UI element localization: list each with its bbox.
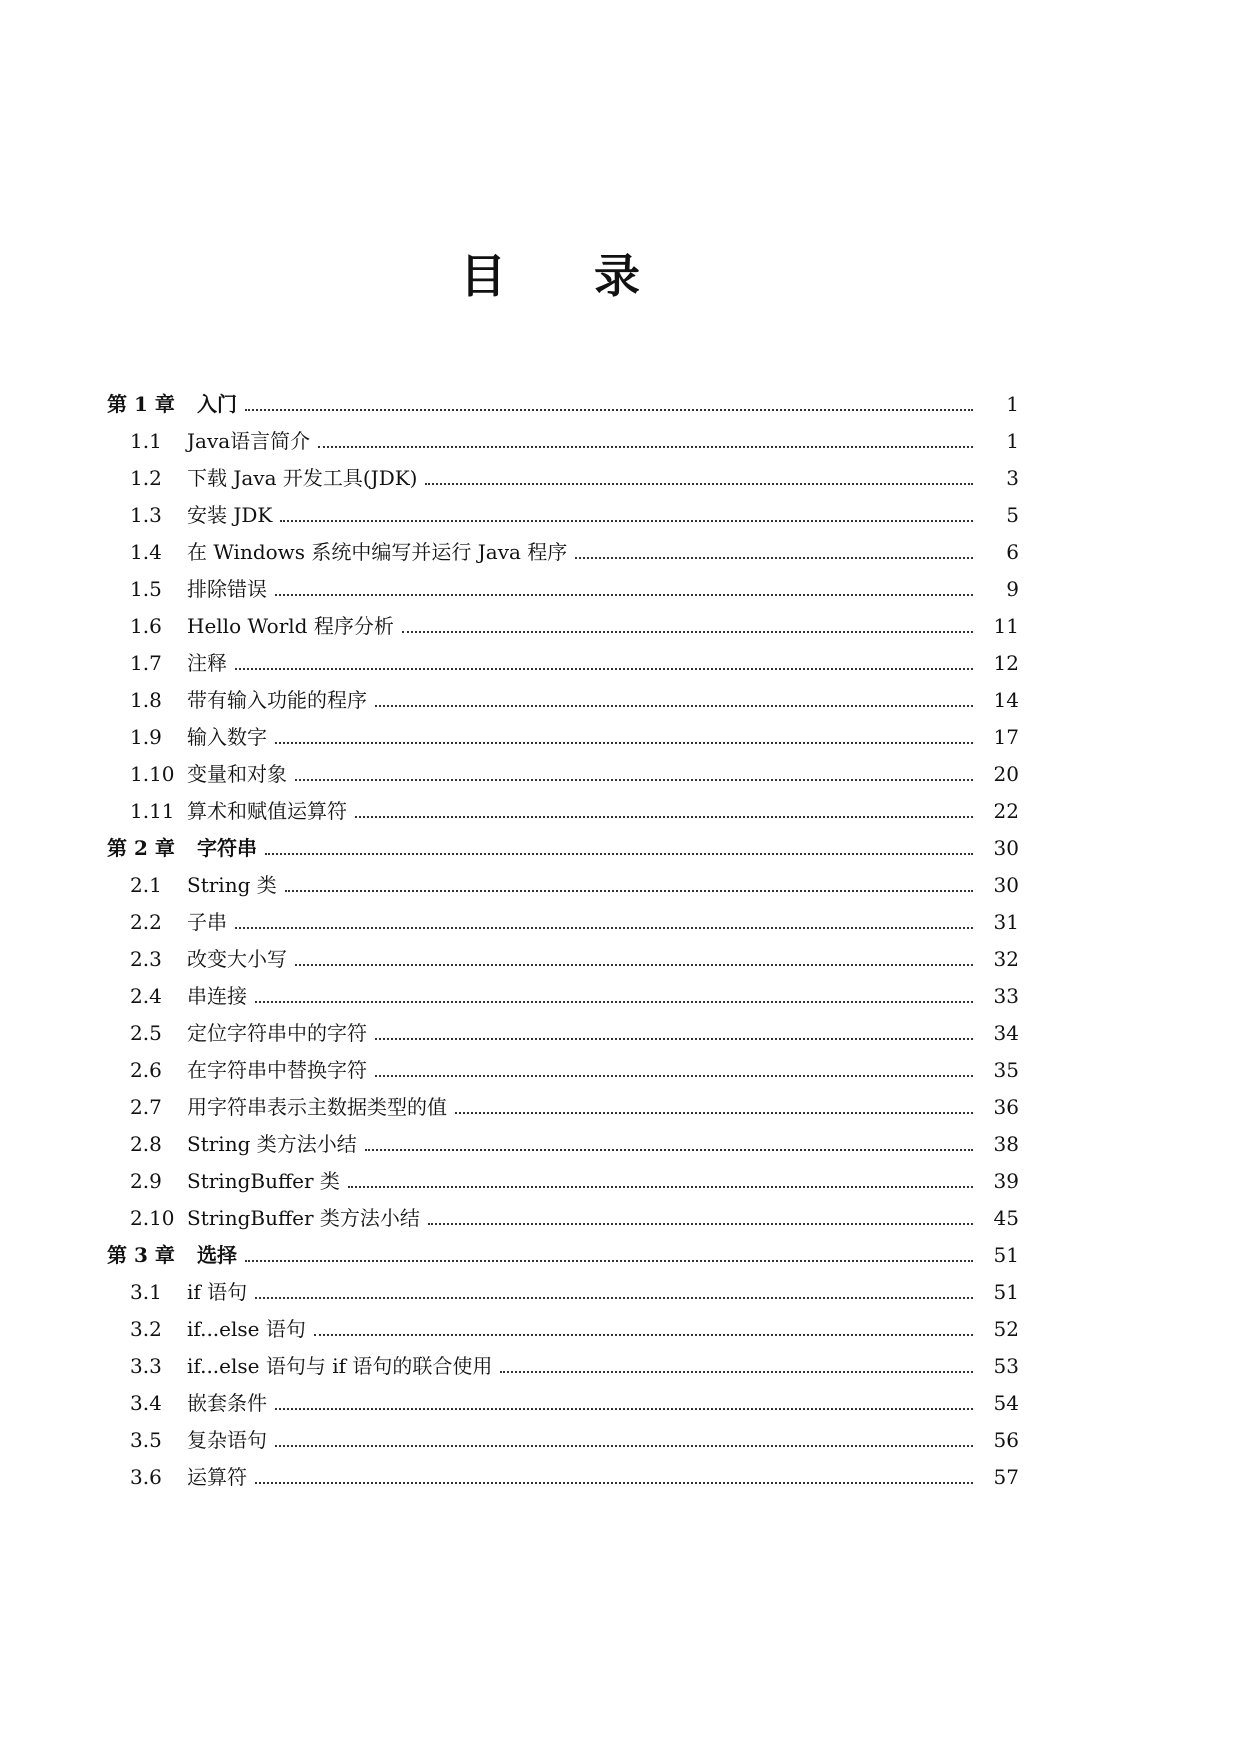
entry-number: 第 2 章 — [107, 836, 175, 860]
entry-title: 安装 JDK — [187, 503, 273, 527]
dot-leader — [265, 853, 973, 855]
entry-number: 第 3 章 — [107, 1243, 175, 1267]
toc-section-entry — [107, 721, 1019, 758]
entry-page-number: 30 — [993, 836, 1019, 860]
toc-section-entry — [107, 536, 1019, 573]
toc-section-entry — [107, 980, 1019, 1017]
dot-leader — [575, 557, 973, 559]
entry-title: String 类 — [187, 873, 277, 897]
entry-page-number: 20 — [993, 762, 1019, 786]
entry-page-number: 9 — [1006, 577, 1019, 601]
entry-number: 1.5 — [130, 577, 162, 601]
entry-page-number: 53 — [993, 1354, 1019, 1378]
entry-number: 1.1 — [130, 429, 162, 453]
dot-leader — [314, 1334, 973, 1336]
entry-page-number: 33 — [993, 984, 1019, 1008]
dot-leader — [255, 1482, 973, 1484]
entry-number: 1.8 — [130, 688, 162, 712]
entry-number: 1.4 — [130, 540, 162, 564]
toc-section-entry — [107, 573, 1019, 610]
entry-page-number: 57 — [993, 1465, 1019, 1489]
entry-page-number: 14 — [993, 688, 1019, 712]
entry-title: 改变大小写 — [187, 947, 287, 971]
title-char: 录 — [594, 249, 640, 303]
entry-number: 3.1 — [130, 1280, 162, 1304]
entry-number: 3.4 — [130, 1391, 162, 1415]
toc-section-entry — [107, 684, 1019, 721]
dot-leader — [275, 1408, 973, 1410]
entry-title: 嵌套条件 — [187, 1391, 267, 1415]
toc-section-entry — [107, 1313, 1019, 1350]
dot-leader — [365, 1149, 973, 1151]
page-title — [0, 240, 1100, 306]
entry-page-number: 34 — [993, 1021, 1019, 1045]
entry-page-number: 11 — [993, 614, 1019, 638]
entry-title: if...else 语句 — [187, 1317, 306, 1341]
entry-page-number: 51 — [993, 1243, 1019, 1267]
toc-section-entry — [107, 1165, 1019, 1202]
entry-title: 下载 Java 开发工具(JDK) — [187, 466, 418, 490]
entry-page-number: 17 — [993, 725, 1019, 749]
dot-leader — [375, 1075, 973, 1077]
dot-leader — [285, 890, 973, 892]
entry-page-number: 36 — [993, 1095, 1019, 1119]
entry-title: if...else 语句与 if 语句的联合使用 — [187, 1354, 493, 1378]
entry-number: 1.2 — [130, 466, 162, 490]
entry-number: 2.3 — [130, 947, 162, 971]
entry-title: 在字符串中替换字符 — [187, 1058, 367, 1082]
entry-number: 1.11 — [130, 799, 175, 823]
entry-page-number: 51 — [993, 1280, 1019, 1304]
entry-number: 1.6 — [130, 614, 162, 638]
dot-leader — [275, 594, 973, 596]
entry-number: 1.9 — [130, 725, 162, 749]
entry-title: 定位字符串中的字符 — [187, 1021, 367, 1045]
entry-title: 注释 — [187, 651, 227, 675]
entry-number: 第 1 章 — [107, 392, 175, 416]
toc-chapter-entry — [107, 832, 1019, 869]
entry-number: 1.3 — [130, 503, 162, 527]
table-of-contents — [107, 388, 1019, 1498]
dot-leader — [348, 1186, 973, 1188]
dot-leader — [235, 668, 973, 670]
toc-section-entry — [107, 758, 1019, 795]
entry-page-number: 32 — [993, 947, 1019, 971]
entry-page-number: 1 — [1006, 429, 1019, 453]
dot-leader — [455, 1112, 973, 1114]
dot-leader — [355, 816, 973, 818]
toc-section-entry — [107, 795, 1019, 832]
entry-title: 变量和对象 — [187, 762, 287, 786]
entry-number: 2.9 — [130, 1169, 162, 1193]
entry-page-number: 6 — [1006, 540, 1019, 564]
entry-title: 在 Windows 系统中编写并运行 Java 程序 — [187, 540, 568, 564]
entry-number: 2.10 — [130, 1206, 175, 1230]
entry-title: 字符串 — [197, 836, 257, 860]
dot-leader — [275, 742, 973, 744]
entry-number: 2.6 — [130, 1058, 162, 1082]
entry-title: 复杂语句 — [187, 1428, 267, 1452]
dot-leader — [375, 1038, 973, 1040]
dot-leader — [245, 409, 973, 411]
entry-number: 1.7 — [130, 651, 162, 675]
entry-page-number: 5 — [1006, 503, 1019, 527]
toc-section-entry — [107, 943, 1019, 980]
toc-section-entry — [107, 1276, 1019, 1313]
entry-number: 3.2 — [130, 1317, 162, 1341]
dot-leader — [255, 1001, 973, 1003]
dot-leader — [235, 927, 973, 929]
entry-page-number: 35 — [993, 1058, 1019, 1082]
dot-leader — [295, 964, 973, 966]
entry-page-number: 1 — [1006, 392, 1019, 416]
dot-leader — [428, 1223, 973, 1225]
entry-page-number: 56 — [993, 1428, 1019, 1452]
dot-leader — [500, 1371, 973, 1373]
toc-section-entry — [107, 1017, 1019, 1054]
toc-section-entry — [107, 1054, 1019, 1091]
toc-section-entry — [107, 425, 1019, 462]
entry-title: if 语句 — [187, 1280, 248, 1304]
dot-leader — [245, 1260, 973, 1262]
entry-page-number: 30 — [993, 873, 1019, 897]
entry-title: 入门 — [197, 392, 237, 416]
entry-page-number: 12 — [993, 651, 1019, 675]
entry-title: Java语言简介 — [187, 429, 311, 453]
entry-title: 带有输入功能的程序 — [187, 688, 367, 712]
entry-title: String 类方法小结 — [187, 1132, 357, 1156]
entry-title: StringBuffer 类方法小结 — [187, 1206, 420, 1230]
toc-section-entry — [107, 610, 1019, 647]
entry-title: 排除错误 — [187, 577, 267, 601]
entry-page-number: 3 — [1006, 466, 1019, 490]
toc-section-entry — [107, 462, 1019, 499]
toc-section-entry — [107, 1128, 1019, 1165]
entry-page-number: 31 — [993, 910, 1019, 934]
entry-title: 算术和赋值运算符 — [187, 799, 347, 823]
toc-chapter-entry — [107, 388, 1019, 425]
entry-page-number: 52 — [993, 1317, 1019, 1341]
entry-title: 输入数字 — [187, 725, 267, 749]
entry-number: 3.6 — [130, 1465, 162, 1489]
dot-leader — [318, 446, 973, 448]
dot-leader — [295, 779, 973, 781]
toc-section-entry — [107, 499, 1019, 536]
dot-leader — [402, 631, 973, 633]
entry-number: 2.1 — [130, 873, 162, 897]
entry-number: 2.5 — [130, 1021, 162, 1045]
dot-leader — [375, 705, 973, 707]
entry-title: Hello World 程序分析 — [187, 614, 394, 638]
entry-page-number: 22 — [993, 799, 1019, 823]
entry-number: 3.5 — [130, 1428, 162, 1452]
dot-leader — [280, 520, 973, 522]
entry-number: 2.8 — [130, 1132, 162, 1156]
toc-section-entry — [107, 1091, 1019, 1128]
entry-title: StringBuffer 类 — [187, 1169, 340, 1193]
dot-leader — [275, 1445, 973, 1447]
entry-title: 运算符 — [187, 1465, 247, 1489]
toc-section-entry — [107, 869, 1019, 906]
entry-page-number: 54 — [993, 1391, 1019, 1415]
entry-number: 2.2 — [130, 910, 162, 934]
dot-leader — [425, 483, 973, 485]
toc-section-entry — [107, 1350, 1019, 1387]
entry-page-number: 39 — [993, 1169, 1019, 1193]
toc-section-entry — [107, 1387, 1019, 1424]
entry-number: 2.4 — [130, 984, 162, 1008]
entry-title: 串连接 — [187, 984, 247, 1008]
title-char: 目 — [460, 249, 506, 303]
toc-section-entry — [107, 1424, 1019, 1461]
entry-title: 选择 — [197, 1243, 237, 1267]
toc-section-entry — [107, 647, 1019, 684]
entry-page-number: 38 — [993, 1132, 1019, 1156]
toc-section-entry — [107, 906, 1019, 943]
dot-leader — [255, 1297, 973, 1299]
entry-title: 子串 — [187, 910, 227, 934]
toc-section-entry — [107, 1202, 1019, 1239]
toc-section-entry — [107, 1461, 1019, 1498]
entry-page-number: 45 — [993, 1206, 1019, 1230]
toc-chapter-entry — [107, 1239, 1019, 1276]
entry-number: 3.3 — [130, 1354, 162, 1378]
entry-number: 2.7 — [130, 1095, 162, 1119]
entry-title: 用字符串表示主数据类型的值 — [187, 1095, 447, 1119]
entry-number: 1.10 — [130, 762, 175, 786]
